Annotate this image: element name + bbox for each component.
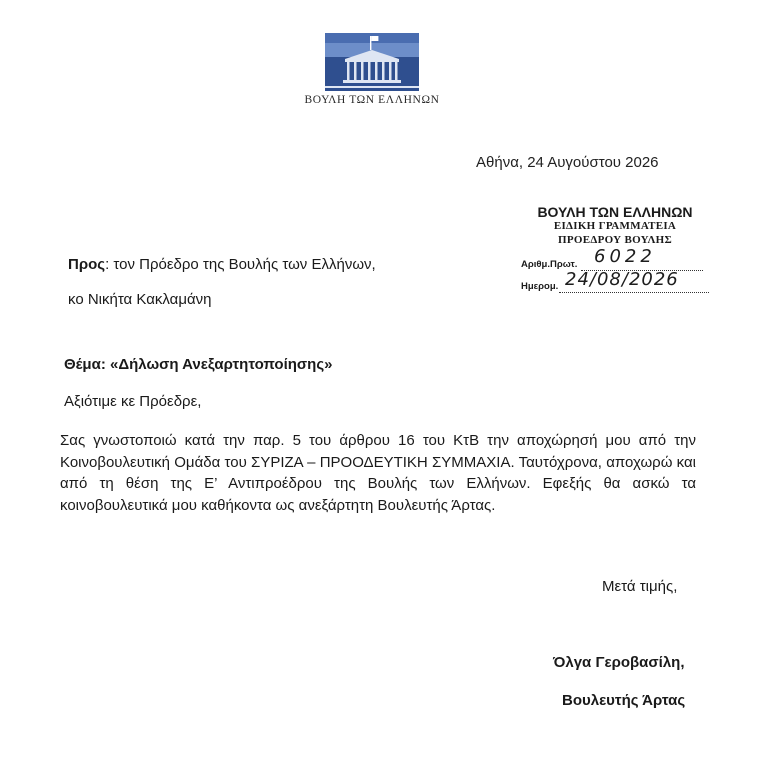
letter-subject: Θέμα: «Δήλωση Ανεξαρτητοποίησης» bbox=[64, 356, 333, 373]
letter-body: Σας γνωστοποιώ κατά την παρ. 5 του άρθρου 16 του ΚτΒ την αποχώρησή μου από την Κοινοβουλευτική Ομάδα του ΣΥΡΙΖΑ – ΠΡΟΟΔΕΥΤΙΚΗ ΣΥΜΜΑΧΙΑ. Ταυτόχρονα, αποχωρώ και από τη θέση της Ε’ Αντιπροέδρου της Βουλής των Ελλήνων. Εφεξής θα ασκώ τα κοινοβουλευτικά μου καθήκοντα ως ανεξάρτητη Βουλευτής Άρτας. bbox=[60, 432, 696, 514]
stamp-title: ΒΟΥΛΗ ΤΩΝ ΕΛΛΗΝΩΝ bbox=[537, 204, 693, 220]
registration-stamp bbox=[515, 204, 755, 296]
stamp-date-value: 24/08/2026 bbox=[565, 269, 679, 290]
institution-name: ΒΟΥΛΗ ΤΩΝ ΕΛΛΗΝΩΝ bbox=[304, 94, 440, 106]
letter-greeting: Αξιότιμε κε Πρόεδρε, bbox=[64, 393, 202, 410]
stamp-dotted-line bbox=[559, 292, 709, 293]
signer-name: Όλγα Γεροβασίλη, bbox=[553, 654, 685, 671]
stamp-line-1: ΕΙΔΙΚΗ ΓΡΑΜΜΑΤΕΙΑ bbox=[553, 220, 677, 232]
letter-date: Αθήνα, 24 Αυγούστου 2026 bbox=[476, 154, 659, 171]
stamp-protocol-label: Αριθμ.Πρωτ. bbox=[521, 259, 578, 270]
letter-closing: Μετά τιμής, bbox=[602, 578, 678, 595]
recipient-label: Προς bbox=[68, 256, 106, 273]
parliament-emblem-icon bbox=[325, 33, 419, 91]
stamp-protocol-value: 6022 bbox=[594, 246, 656, 267]
recipient-text: : τον Πρόεδρο της Βουλής των Ελλήνων, bbox=[105, 256, 376, 273]
stamp-date-label: Ημερομ. bbox=[521, 281, 559, 292]
recipient-name: κο Νικήτα Κακλαμάνη bbox=[68, 291, 212, 308]
signer-title: Βουλευτής Άρτας bbox=[562, 692, 686, 709]
recipient-line bbox=[68, 256, 376, 273]
stamp-line-2: ΠΡΟΕΔΡΟΥ ΒΟΥΛΗΣ bbox=[558, 234, 672, 246]
